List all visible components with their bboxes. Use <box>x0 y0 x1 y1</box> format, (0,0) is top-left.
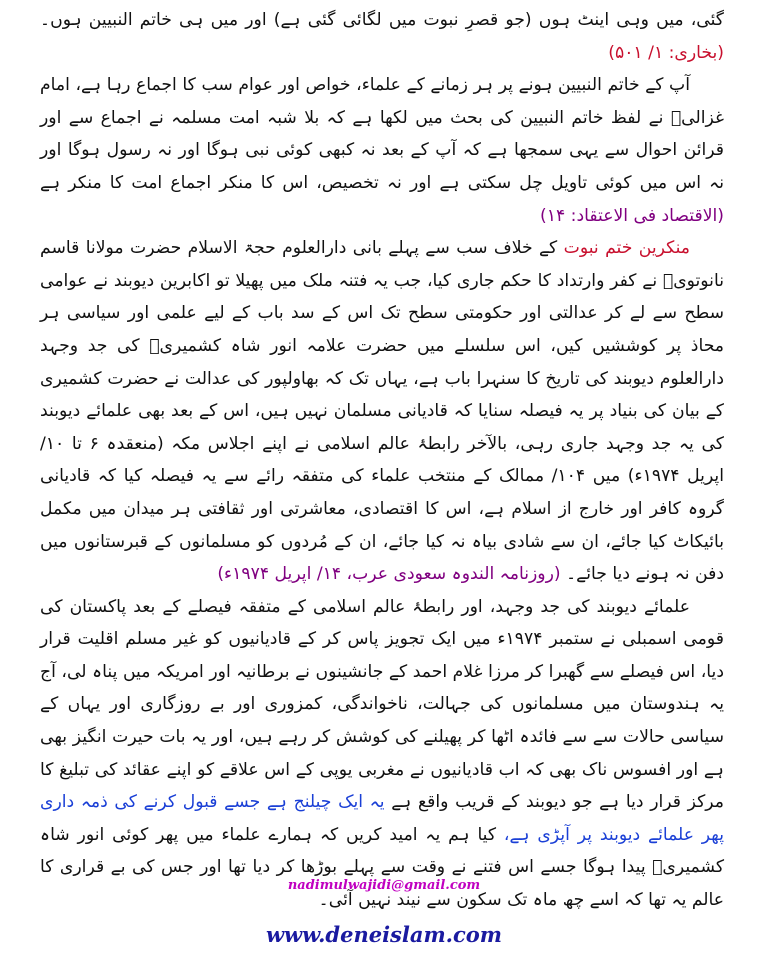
article-body <box>40 4 724 917</box>
paragraph-3 <box>40 232 724 591</box>
reference-iqtisad: (الاقتصاد فی الاعتقاد: ۱۴) <box>540 205 724 226</box>
reference-al-nadwa: (روزنامہ الندوہ سعودی عرب، ۱۴/ اپریل ۱۹۷۴ء) <box>217 564 561 585</box>
paragraph-4 <box>40 591 724 917</box>
paragraph-1-text: گئی، میں وہی اینٹ ہوں (جو قصرِ نبوت میں لگائی گئی ہے) اور میں ہی خاتم النبیین ہوں۔ <box>40 10 724 30</box>
paragraph-2 <box>40 69 724 232</box>
paragraph-1 <box>40 4 724 69</box>
highlight-challenge: یہ ایک چیلنج ہے جسے قبول کرنے کی ذمہ داری پھر علمائے دیوبند پر آپڑی ہے، <box>40 792 724 845</box>
author-email: nadimulwajidi@gmail.com <box>287 878 481 893</box>
paragraph-4-text-after: کیا ہم یہ امید کریں کہ ہمارے علماء میں پھر کوئی انور شاہ کشمیریؒ پیدا ہوگا جسے اس فتنے نے وقت سے پہلے بوڑھا کر دیا تھا اور جس کی بے قراری کا عالم یہ تھا کہ اسے چھ ماہ تک سکون سے نیند نہیں آئی۔ <box>40 824 724 911</box>
paragraph-4-text-before: علمائے دیوبند کی جد وجہد، اور رابطۂ عالم اسلامی کے متفقہ فیصلے کے بعد پاکستان کی قومی اسمبلی نے ستمبر ۱۹۷۴ء میں ایک تجویز پاس کر کے قادیانیوں کو غیر مسلم اقلیت قرار دیا، اس فیصلے سے گھبرا کر مرزا غلام احمد کے جانشینوں نے برطانیہ اور امریکہ میں پناہ لی، آج یہ ہندوستان میں مسلمانوں کی جہالت، ناخواندگی، کمزوری اور بے روزگاری اور یہاں کے سیاسی حالات سے سے فائدہ اٹھا کر پھیلنے کی کوشش کر رہے ہیں، اور یہ بات حیرت انگیز بھی ہے اور افسوس ناک بھی کہ اب قادیانیوں نے مغربی یوپی کے اس علاقے کو اپنے عقائد کی تبلیغ کا مرکز قرار دیا ہے جو دیوبند کے قریب واقع ہے <box>40 596 724 813</box>
paragraph-2-text: آپ کے خاتم النبیین ہونے پر ہر زمانے کے علماء، خواص اور عوام سب کا اجماع رہا ہے، امام غزالیؒ نے لفظ خاتم النبیین کی بحث میں لکھا ہے کہ بلا شبہ امت مسلمہ نے اجماع سے اور قرائن احوال سے یہی سمجھا ہے کہ آپ کے بعد نہ کبھی کوئی نبی ہوگا اور نہ رسول ہوگا اور نہ اس میں کوئی تاویل چل سکتی ہے اور نہ تخصیص، اس کا منکر اجماع امت کا منکر ہے <box>40 75 724 193</box>
reference-bukhari: (بخاری: ۱/ ۵۰۱) <box>608 42 724 63</box>
paragraph-3-text: کے خلاف سب سے پہلے بانی دارالعلوم حجۃ الاسلام حضرت مولانا قاسم نانوتویؒ نے کفر وارتداد کا حکم جاری کیا، جب یہ فتنہ ملک میں پھیلا تو اکابرین دیوبند نے عوامی سطح سے لے کر عدالتی اور حکومتی سطح تک اس کے سد باب کے لیے علمی اور سیاسی ہر محاذ پر کوششیں کیں، اس سلسلے میں حضرت علامہ انور شاہ کشمیریؒ کی جد وجہد دارالعلوم دیوبند کی تاریخ کا سنہرا باب ہے، یہاں تک کہ بھاولپور کی عدالت نے حضرت کشمیری کے بیان کی بنیاد پر یہ فیصلہ سنایا کہ قادیانی مسلمان نہیں ہیں، اس کے بعد بھی علمائے دیوبند کی یہ جد وجہد جاری رہی، بالآخر رابطۂ عالم اسلامی نے اپنے اجلاس مکہ (منعقدہ ۶ تا ۱۰/ اپریل ۱۹۷۴ء) میں ۱۰۴/ ممالک کے منتخب علماء کی متفقہ رائے سے یہ فیصلہ کیا کہ قادیانی گروہ کافر اور خارج از اسلام ہے، اس کا اقتصادی، معاشرتی اور ثقافتی ہر میدان میں مکمل بائیکاٹ کیا جائے، ان سے شادی بیاہ نہ کیا جائے، ان کے مُردوں کو مسلمانوں کے قبرستانوں میں دفن نہ ہونے دیا جائے۔ <box>40 238 724 585</box>
highlight-khatm-nubuwwat: منکرین ختم نبوت <box>563 238 690 259</box>
website-link[interactable]: www.deneislam.com <box>265 922 503 947</box>
